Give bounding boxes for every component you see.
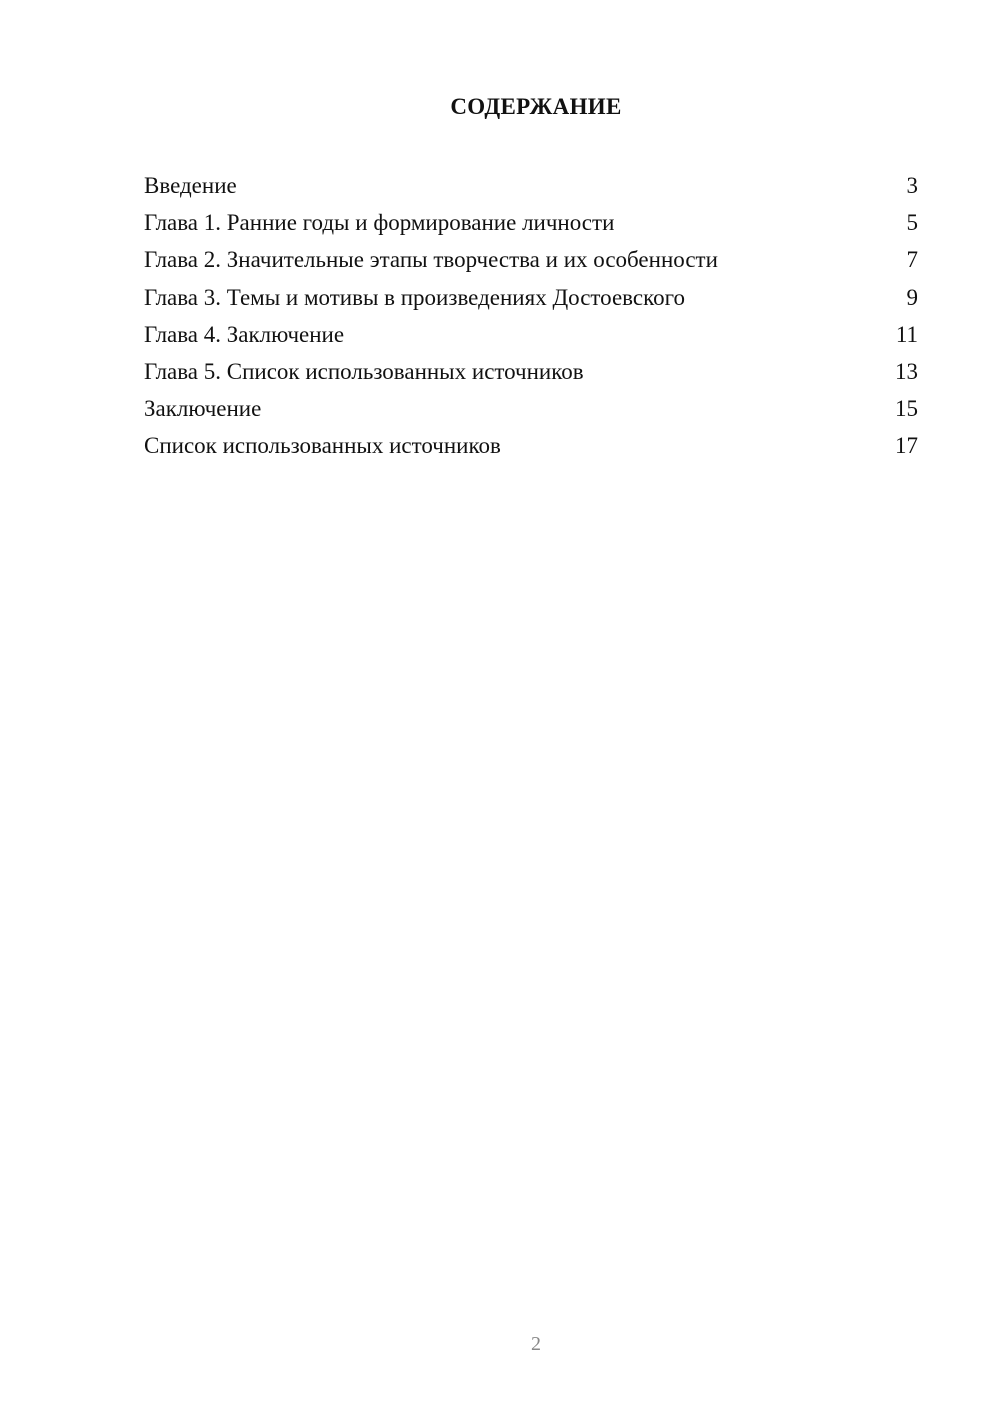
page-title: СОДЕРЖАНИЕ: [450, 94, 622, 119]
toc-entry-title: Список использованных источников: [144, 433, 501, 459]
toc-entry-chapter-2[interactable]: [144, 241, 918, 278]
toc-entry-title: Введение: [144, 173, 237, 198]
toc-entry-page: 3: [906, 173, 918, 198]
toc-entry-title: Глава 4. Заключение: [144, 321, 345, 347]
toc-entry-conclusion[interactable]: [144, 390, 918, 427]
toc-entry-chapter-1[interactable]: [144, 204, 918, 241]
toc-entry-page: 9: [906, 284, 918, 310]
page-number: 2: [531, 1333, 541, 1355]
toc-entry-chapter-3[interactable]: [144, 279, 918, 316]
table-of-contents: [144, 167, 918, 465]
toc-entry-title: Заключение: [144, 396, 262, 422]
toc-entry-title: Глава 2. Значительные этапы творчества и их особенности: [144, 247, 718, 273]
toc-entry-page: 15: [895, 396, 918, 422]
toc-entry-page: 5: [906, 210, 918, 236]
toc-entry-title: Глава 3. Темы и мотивы в произведениях Достоевского: [144, 284, 685, 310]
toc-entry-references[interactable]: [144, 427, 918, 464]
toc-entry-title: Глава 1. Ранние годы и формирование личности: [144, 210, 615, 236]
toc-entry-page: 11: [895, 321, 918, 347]
toc-entry-introduction[interactable]: [144, 167, 918, 204]
toc-entry-title: Глава 5. Список использованных источников: [144, 358, 584, 384]
toc-entry-page: 13: [895, 358, 918, 384]
toc-entry-page: 7: [906, 247, 918, 273]
toc-entry-page: 17: [895, 433, 918, 459]
toc-entry-chapter-4[interactable]: [144, 316, 918, 353]
toc-entry-chapter-5[interactable]: [144, 353, 918, 390]
